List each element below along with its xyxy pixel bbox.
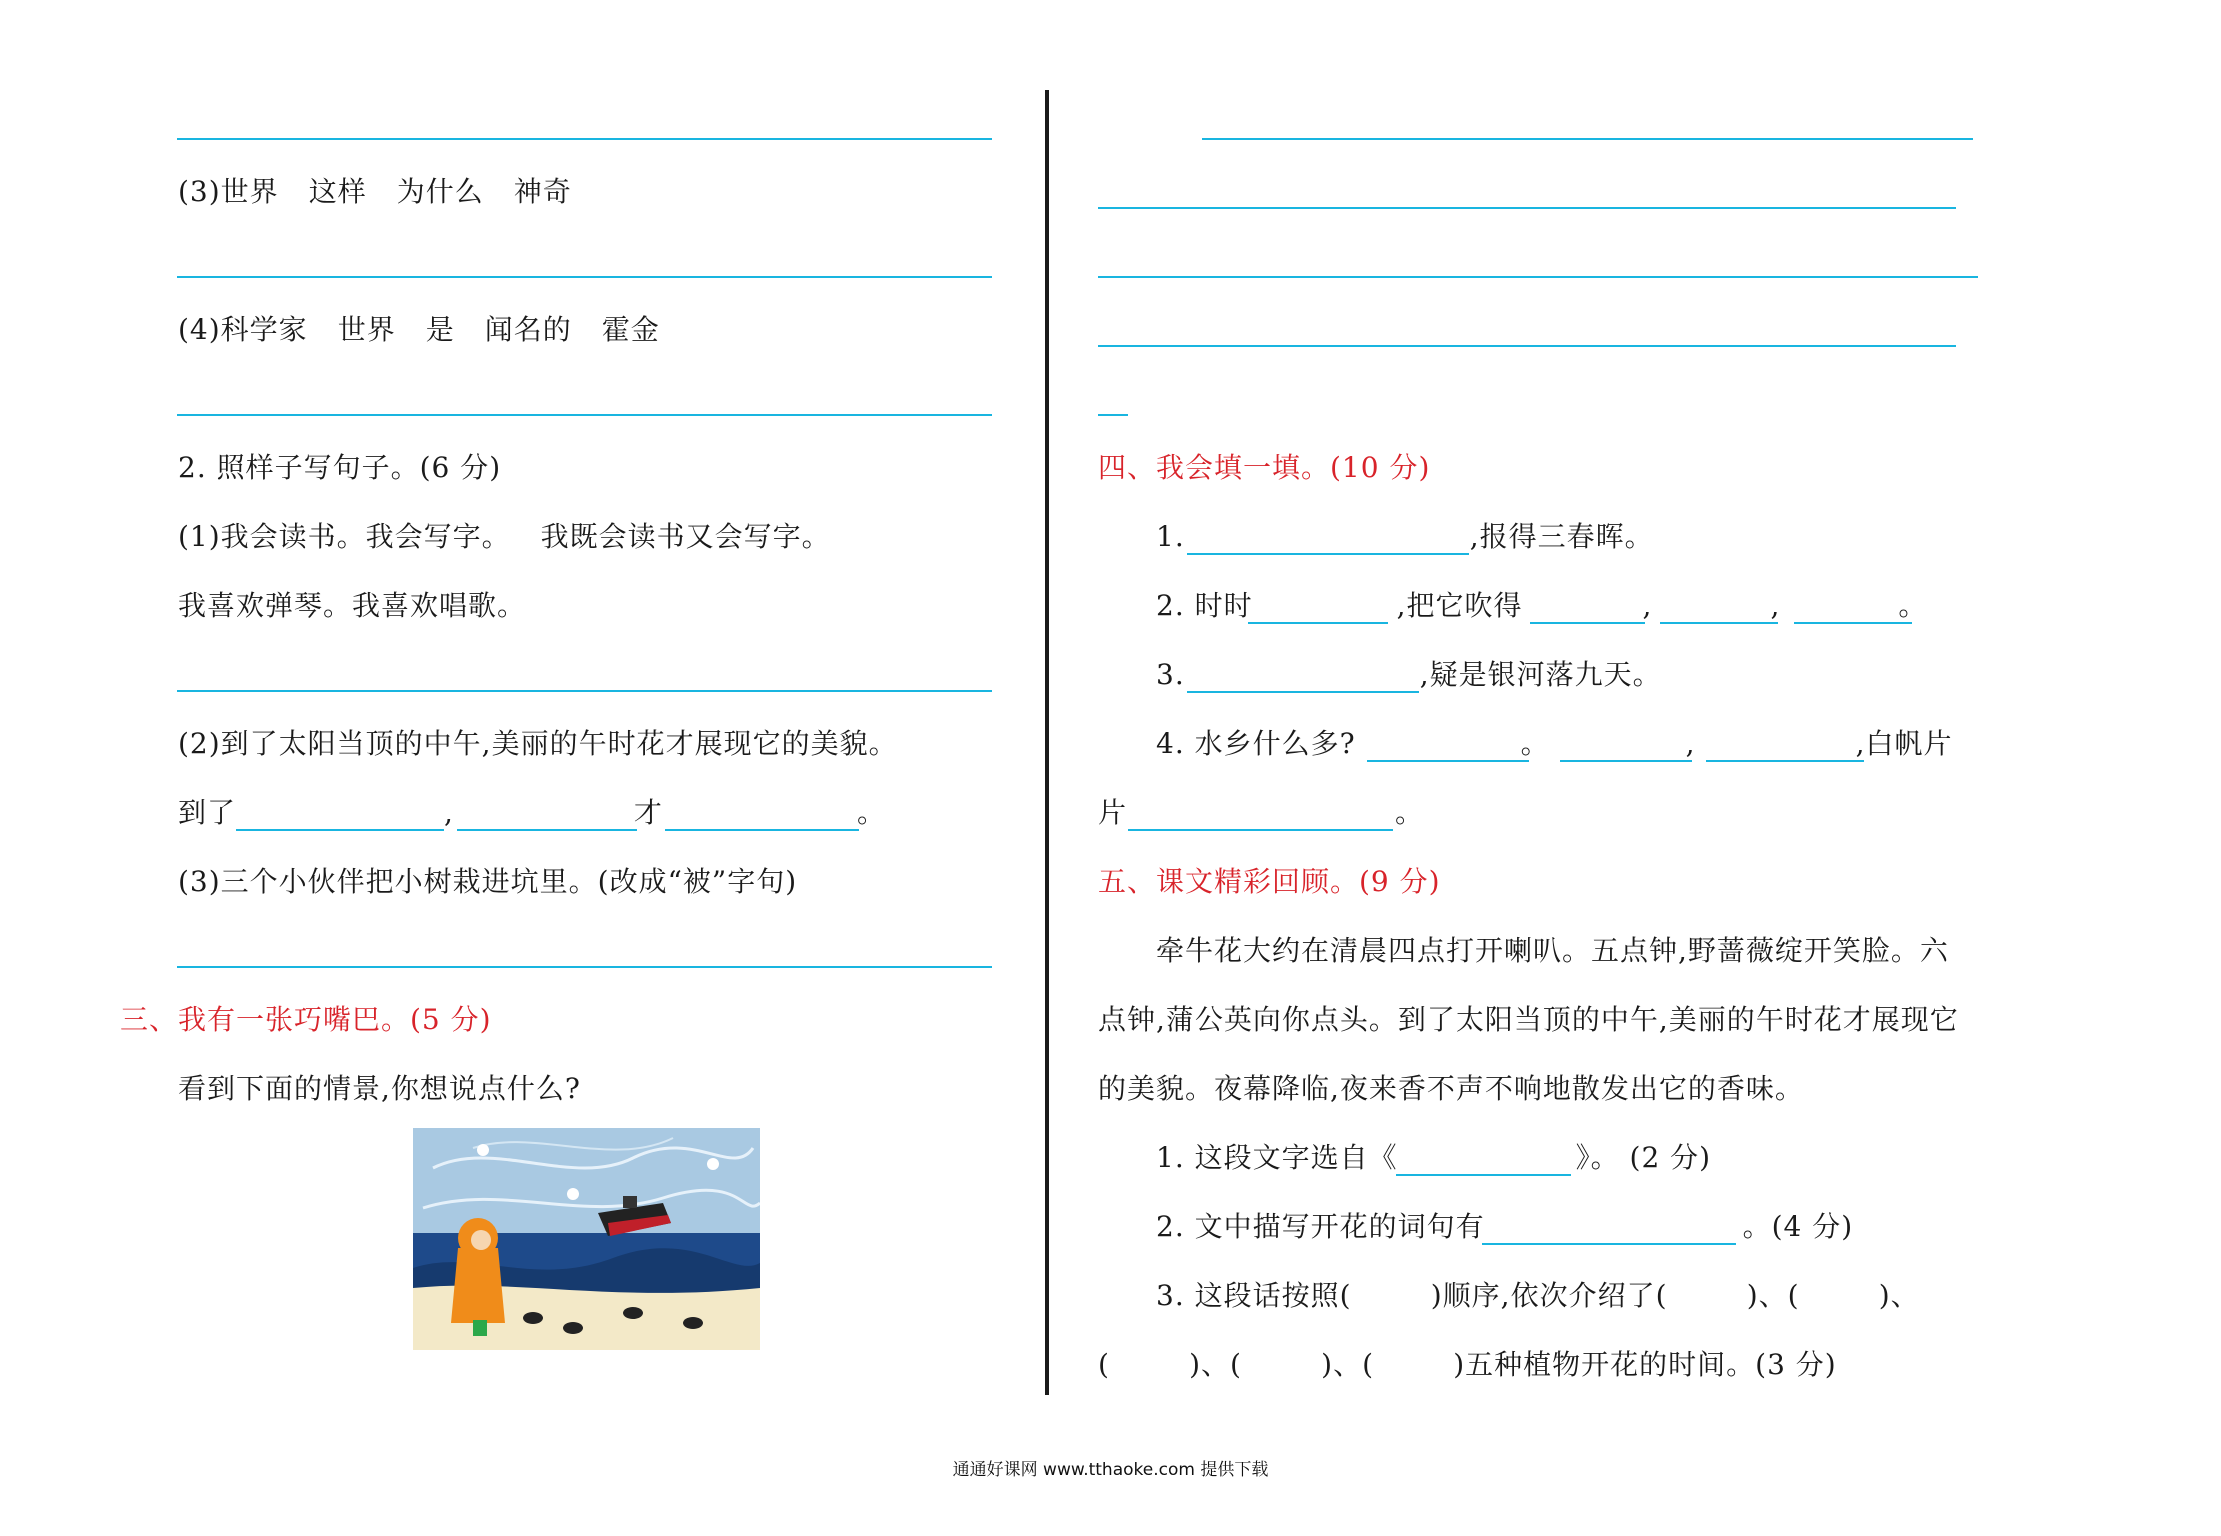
passage-line: 的美貌。夜幕降临,夜来香不声不响地散发出它的香味。	[1098, 1072, 1804, 1105]
review-q3: 3. 这段话按照( )顺序,依次介绍了( )、( )、	[1156, 1279, 1920, 1312]
passage-line: 点钟,蒲公英向你点头。到了太阳当顶的中午,美丽的午时花才展现它	[1098, 1003, 1959, 1036]
q2-ex2: (2)到了太阳当顶的中午,美丽的午时花才展现它的美貌。	[178, 727, 898, 760]
answer-line[interactable]	[177, 690, 992, 692]
q2-ex1: (1)我会读书。我会写字。 我既会读书又会写字。	[178, 520, 831, 553]
scene-illustration	[413, 1128, 760, 1350]
footer-credit: 通通好课网 www.tthaoke.com 提供下载	[952, 1460, 1269, 1480]
fill-q4-line2: 片 。	[1098, 796, 1425, 829]
q2-ex3: (3)三个小伙伴把小树栽进坑里。(改成“被”字句)	[178, 865, 798, 898]
blank[interactable]	[236, 829, 444, 831]
answer-line[interactable]	[1098, 276, 1978, 278]
answer-line[interactable]	[1098, 414, 1128, 416]
answer-line[interactable]	[177, 414, 992, 416]
answer-line[interactable]	[1202, 138, 1973, 140]
fill-q4: 4. 水乡什么多? 。 , ,白帆片	[1156, 727, 1953, 760]
blank[interactable]	[1248, 622, 1388, 624]
blank[interactable]	[1128, 829, 1393, 831]
section-3-prompt: 看到下面的情景,你想说点什么?	[178, 1072, 581, 1105]
section-4-heading: 四、我会填一填。(10 分)	[1098, 451, 1431, 484]
blank[interactable]	[665, 829, 859, 831]
answer-line[interactable]	[1098, 345, 1956, 347]
blank[interactable]	[1187, 553, 1469, 555]
section-5-heading: 五、课文精彩回顾。(9 分)	[1098, 865, 1441, 898]
answer-line[interactable]	[1098, 207, 1956, 209]
review-q1: 1. 这段文字选自《 》。 (2 分)	[1156, 1141, 1712, 1174]
fill-q3: 3. ,疑是银河落九天。	[1156, 658, 1662, 691]
blank[interactable]	[1396, 1174, 1571, 1176]
blank[interactable]	[1367, 760, 1529, 762]
section-3-heading: 三、我有一张巧嘴巴。(5 分)	[120, 1003, 492, 1036]
review-q2: 2. 文中描写开花的词句有 。(4 分)	[1156, 1210, 1854, 1243]
answer-line[interactable]	[177, 138, 992, 140]
answer-line[interactable]	[177, 966, 992, 968]
q2-ex1-task: 我喜欢弹琴。我喜欢唱歌。	[178, 589, 527, 622]
q2-ex2-fill: 到了 , 才 。	[178, 796, 886, 829]
blank[interactable]	[1482, 1243, 1736, 1245]
reorder-q4: (4)科学家 世界 是 闻名的 霍金	[178, 313, 660, 346]
blank[interactable]	[1560, 760, 1692, 762]
reorder-q3: (3)世界 这样 为什么 神奇	[178, 175, 572, 208]
fill-q2: 2. 时时 ,把它吹得 , , 。	[1156, 589, 1928, 622]
q2-title: 2. 照样子写句子。(6 分)	[178, 451, 502, 484]
blank[interactable]	[1187, 691, 1419, 693]
blank[interactable]	[457, 829, 637, 831]
blank[interactable]	[1530, 622, 1645, 624]
fill-q1: 1. ,报得三春晖。	[1156, 520, 1654, 553]
blank[interactable]	[1706, 760, 1864, 762]
review-q3-line2: ( )、( )、( )五种植物开花的时间。(3 分)	[1098, 1348, 1837, 1381]
answer-line[interactable]	[177, 276, 992, 278]
blank[interactable]	[1794, 622, 1912, 624]
column-divider	[1045, 90, 1049, 1395]
blank[interactable]	[1660, 622, 1778, 624]
passage-line: 牵牛花大约在清晨四点打开喇叭。五点钟,野蔷薇绽开笑脸。六	[1156, 934, 1949, 967]
